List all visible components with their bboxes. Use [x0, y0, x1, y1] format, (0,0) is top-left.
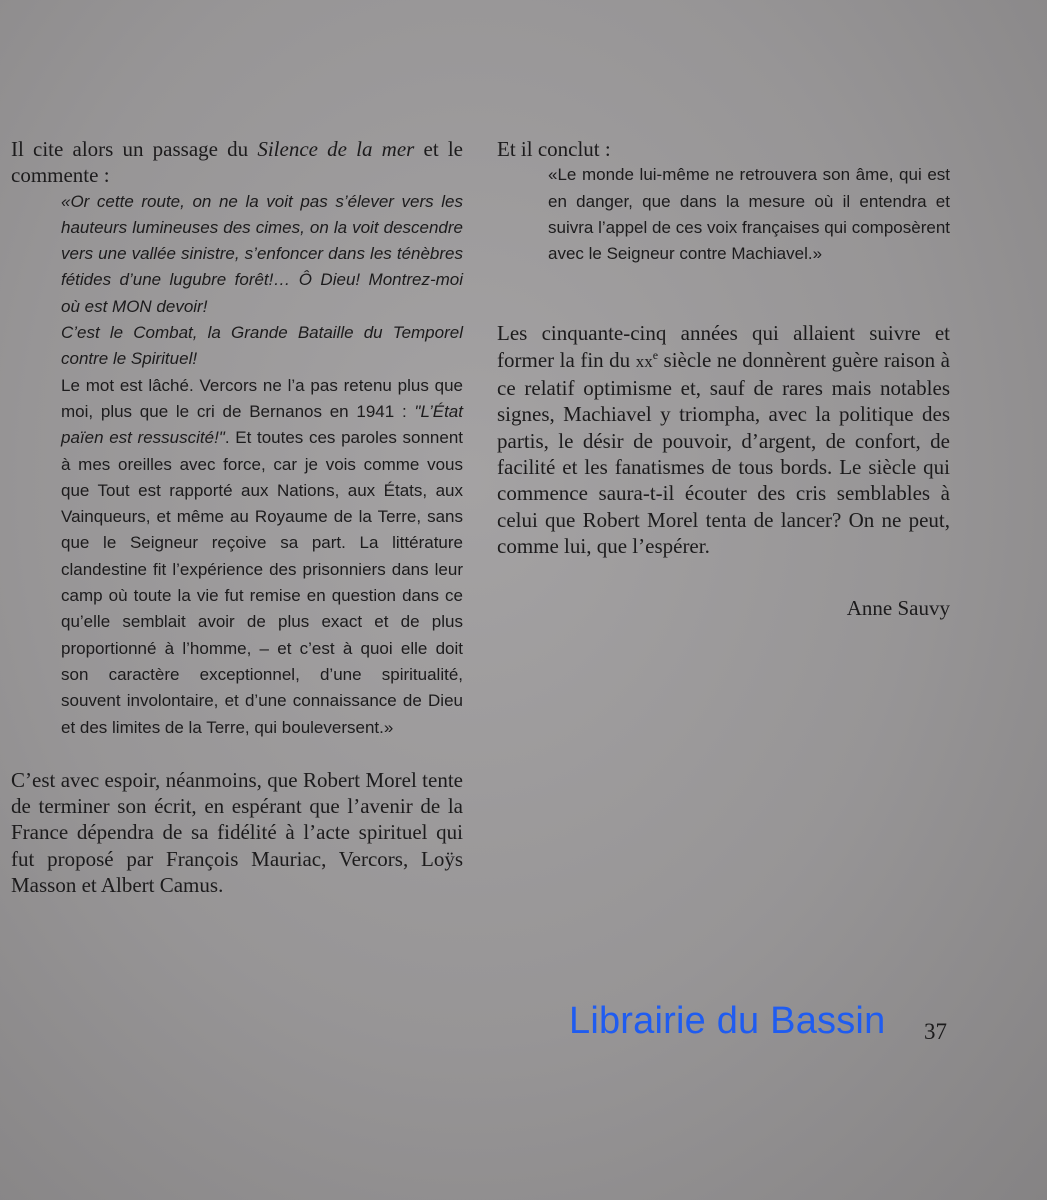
epilogue-after: siècle ne donnèrent guère raison à ce relatif optimisme et, sauf de rares mais notables signes, Machiavel y triompha, avec la politique des partis, le désir de pouvoir, d’argent, de confort, de facilité et les fanatismes de tous bords. Le siècle qui commence saura-t-il écouter des cris semblables à celui que Robert Morel tenta de lancer? On ne peut, comme lui, que l’espérer. — [497, 347, 950, 558]
book-title: Silence de la mer — [257, 137, 415, 161]
century-superscript: e — [652, 347, 659, 362]
right-column — [497, 136, 950, 621]
closing-paragraph: C’est avec espoir, néanmoins, que Robert Morel tente de terminer son écrit, en espérant que l’avenir de la France dépendra de sa fidélité à l’acte spirituel qui fut proposé par François Mauriac, Vercors, Loÿs Masson et Albert Camus. — [11, 767, 463, 898]
quote-italic-passage: «Or cette route, on ne la voit pas s’élever vers les hauteurs lumineuses des cimes, on la voit descendre vers une vallée sinistre, s’enfoncer dans les ténèbres fétides d’une lugubre forêt!… Ô Dieu! Montrez-moi où est MON devoir! — [61, 191, 463, 316]
conclusion-intro: Et il conclut : — [497, 137, 611, 161]
epilogue-before: Les cinquante-cinq années qui allaient suivre et former la fin du — [497, 321, 950, 372]
left-column — [11, 136, 463, 898]
quote-italic-combat: C’est le Combat, la Grande Bataille du Temporel contre le Spirituel! — [61, 323, 463, 369]
quote-roman-after: . Et toutes ces paroles sonnent à mes oreilles avec force, car je vois comme vous que Tout est rapporté aux Nations, aux États, aux Vainqueurs, et même au Royaume de la Terre, sans que le Seigneur reçoive sa part. La littérature clandestine fit l’expérience des prisonniers dans leur camp où toute la vie fut remise en question dans ce qu’elle semblait avoir de plus exact et de plus proportionné à l’homme, – et c’est à quoi elle doit son caractère exceptionnel, d’une spiritualité, souvent involontaire, et d’une connaissance de Dieu et des limites de la Terre, qui bouleversent.» — [61, 428, 463, 737]
quote-roman-before: Le mot est lâché. Vercors ne l’a pas retenu plus que moi, plus que le cri de Bernanos en 1941 : — [61, 375, 463, 421]
epilogue-paragraph — [497, 320, 950, 559]
conclusion-quote: «Le monde lui-même ne retrouvera son âme, qui est en danger, que dans la mesure où il entendra et suivra l’appel de ces voix françaises qui composèrent avec le Seigneur contre Machiavel.» — [548, 165, 950, 264]
century-numeral: xx — [635, 351, 653, 371]
morel-quote — [61, 189, 463, 741]
bookseller-watermark: Librairie du Bassin — [569, 1000, 886, 1042]
bernanos-cry: "L’État païen est ressuscité!" — [61, 401, 463, 448]
intro-text-after: et le commente : — [11, 137, 463, 188]
intro-paragraph — [11, 136, 463, 189]
quote-roman-passage — [61, 373, 463, 741]
page-number: 37 — [924, 1019, 947, 1044]
intro-text-before: Il cite alors un passage du — [11, 137, 258, 161]
author-signature: Anne Sauvy — [846, 596, 950, 621]
